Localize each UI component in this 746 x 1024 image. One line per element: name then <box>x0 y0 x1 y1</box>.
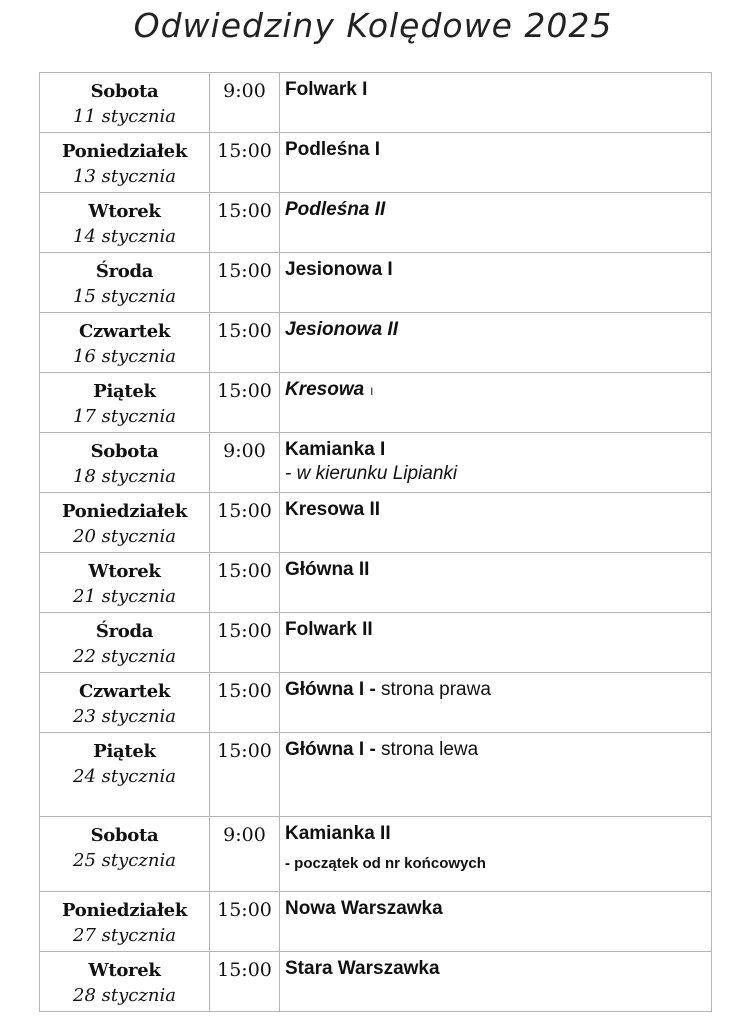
day-name: Piątek <box>93 741 156 762</box>
schedule-row <box>40 673 712 733</box>
street-name: Folwark II <box>285 619 373 640</box>
day-cell <box>40 733 210 817</box>
time-cell: 15:00 <box>210 673 280 733</box>
street-cell <box>280 433 712 493</box>
street-cell <box>280 313 712 373</box>
time-cell: 15:00 <box>210 373 280 433</box>
day-cell <box>40 817 210 892</box>
day-cell <box>40 673 210 733</box>
time-cell: 15:00 <box>210 253 280 313</box>
day-name: Czwartek <box>78 681 171 702</box>
day-cell <box>40 373 210 433</box>
schedule-table <box>39 72 712 1012</box>
day-cell <box>40 253 210 313</box>
street-side: strona lewa <box>375 739 479 760</box>
day-date: 27 stycznia <box>73 925 176 946</box>
day-name: Wtorek <box>88 960 161 981</box>
day-date: 21 stycznia <box>73 586 176 607</box>
time-cell: 15:00 <box>210 553 280 613</box>
street-name: Stara Warszawka <box>285 958 440 979</box>
day-date: 15 stycznia <box>73 286 176 307</box>
day-name: Piątek <box>93 381 156 402</box>
time-cell: 9:00 <box>210 817 280 892</box>
street-name: Główna I - <box>285 739 376 760</box>
day-date: 24 stycznia <box>73 766 176 787</box>
schedule-row <box>40 892 712 952</box>
day-date: 16 stycznia <box>73 346 176 367</box>
schedule-row <box>40 817 712 892</box>
day-date: 28 stycznia <box>73 985 176 1006</box>
day-name: Sobota <box>90 825 159 846</box>
schedule-row <box>40 493 712 553</box>
day-cell <box>40 313 210 373</box>
day-date: 11 stycznia <box>73 106 176 127</box>
street-name: Kamianka II <box>285 823 391 844</box>
schedule-row <box>40 613 712 673</box>
time-cell: 15:00 <box>210 613 280 673</box>
day-cell <box>40 613 210 673</box>
time-cell: 15:00 <box>210 892 280 952</box>
day-name: Poniedziałek <box>62 900 187 921</box>
schedule-row <box>40 253 712 313</box>
schedule-row <box>40 553 712 613</box>
schedule-row <box>40 952 712 1012</box>
page-title: Odwiedziny Kolędowe 2025 <box>133 6 613 45</box>
schedule-row <box>40 373 712 433</box>
schedule-row <box>40 733 712 817</box>
street-cell <box>280 817 712 892</box>
street-name: Główna I - <box>285 679 376 700</box>
street-cell <box>280 733 712 817</box>
day-name: Czwartek <box>78 321 171 342</box>
day-name: Sobota <box>90 441 159 462</box>
street-cell <box>280 673 712 733</box>
schedule-row <box>40 73 712 133</box>
day-date: 22 stycznia <box>73 646 176 667</box>
day-cell <box>40 433 210 493</box>
day-name: Sobota <box>90 81 159 102</box>
street-cell <box>280 892 712 952</box>
day-name: Poniedziałek <box>62 141 187 162</box>
time-cell: 9:00 <box>210 73 280 133</box>
time-cell: 15:00 <box>210 733 280 817</box>
day-date: 14 stycznia <box>73 226 176 247</box>
day-date: 18 stycznia <box>73 466 176 487</box>
street-name: Podleśna II <box>285 199 386 220</box>
day-cell <box>40 73 210 133</box>
street-name: Główna II <box>285 559 370 580</box>
day-date: 23 stycznia <box>73 706 176 727</box>
day-date: 20 stycznia <box>73 526 176 547</box>
day-date: 13 stycznia <box>73 166 176 187</box>
time-cell: 15:00 <box>210 493 280 553</box>
street-cell <box>280 493 712 553</box>
day-date: 25 stycznia <box>73 850 176 871</box>
street-cell <box>280 553 712 613</box>
day-name: Poniedziałek <box>62 501 187 522</box>
schedule-row <box>40 193 712 253</box>
day-cell <box>40 553 210 613</box>
street-name: Podleśna I <box>285 139 381 160</box>
street-cell <box>280 952 712 1012</box>
day-name: Środa <box>95 261 154 282</box>
street-name: Jesionowa II <box>285 319 398 340</box>
day-cell <box>40 193 210 253</box>
time-cell: 15:00 <box>210 133 280 193</box>
street-cell <box>280 253 712 313</box>
day-name: Wtorek <box>88 201 161 222</box>
street-cell <box>280 73 712 133</box>
schedule-row <box>40 433 712 493</box>
time-cell: 15:00 <box>210 193 280 253</box>
day-name: Środa <box>95 621 154 642</box>
day-cell <box>40 952 210 1012</box>
street-cell <box>280 373 712 433</box>
day-cell <box>40 133 210 193</box>
day-date: 17 stycznia <box>73 406 176 427</box>
time-cell: 9:00 <box>210 433 280 493</box>
street-name: Kresowa <box>285 379 365 400</box>
day-cell <box>40 493 210 553</box>
day-cell <box>40 892 210 952</box>
street-name: Jesionowa I <box>285 259 393 280</box>
day-name: Wtorek <box>88 561 161 582</box>
street-name: Kamianka I <box>285 439 386 460</box>
street-cell <box>280 133 712 193</box>
street-cell <box>280 613 712 673</box>
street-note: - w kierunku Lipianki <box>285 463 458 484</box>
time-cell: 15:00 <box>210 952 280 1012</box>
street-name: Nowa Warszawka <box>285 898 443 919</box>
street-cell <box>280 193 712 253</box>
street-name: Folwark I <box>285 79 368 100</box>
schedule-row <box>40 313 712 373</box>
street-side: strona prawa <box>375 679 491 700</box>
street-note: - początek od nr końcowych <box>285 855 486 872</box>
time-cell: 15:00 <box>210 313 280 373</box>
schedule-row <box>40 133 712 193</box>
street-suffix: I <box>370 386 374 398</box>
street-name: Kresowa II <box>285 499 381 520</box>
